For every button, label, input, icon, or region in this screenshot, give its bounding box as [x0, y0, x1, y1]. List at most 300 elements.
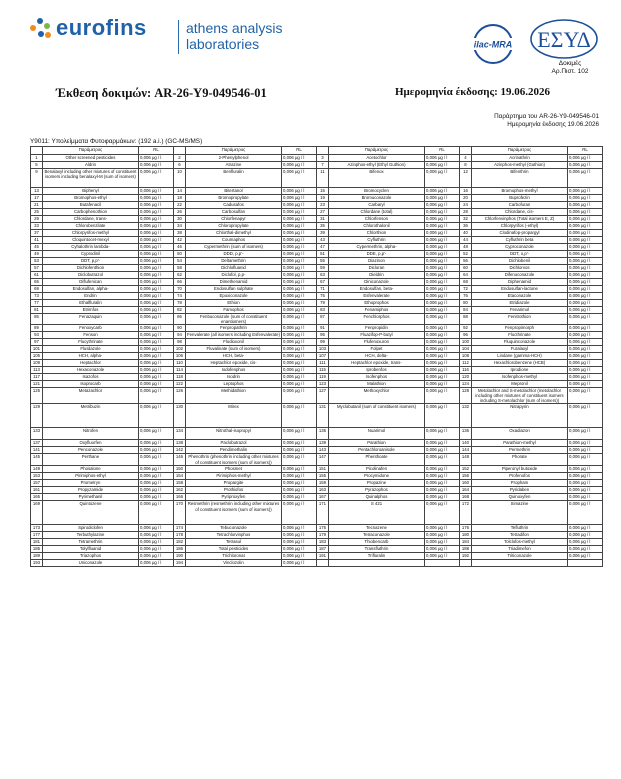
param-number: 168	[460, 494, 472, 501]
param-name: Trichloronat	[186, 553, 282, 560]
param-name: Folpet	[329, 346, 425, 353]
param-rl: 0,006 μg / l	[425, 279, 460, 286]
param-rl: 0,006 μg / l	[425, 339, 460, 346]
param-name: Chlorfenvinphos (Total isomers E, Z)	[472, 216, 568, 223]
param-number: 144	[460, 447, 472, 454]
param-name: DDT, p,p'-	[43, 258, 139, 265]
param-name: Benfluralin	[186, 169, 282, 188]
param-name: Bifenthrin	[472, 169, 568, 188]
param-rl: 0,006 μg / l	[425, 244, 460, 251]
param-number: 172	[460, 501, 472, 525]
table-row	[31, 525, 603, 532]
param-name: Fludioxonil	[186, 339, 282, 346]
param-number: 29	[31, 216, 43, 223]
param-rl: 0,006 μg / l	[425, 230, 460, 237]
param-rl: 0,006 μg / l	[568, 487, 603, 494]
param-rl: 0,006 μg / l	[139, 346, 174, 353]
param-name: Procymidone	[329, 473, 425, 480]
param-number: 116	[460, 367, 472, 374]
param-rl: 0,006 μg / l	[282, 487, 317, 494]
param-name: Fluvalinate (sum of isomers)	[186, 346, 282, 353]
param-number: 27	[317, 209, 329, 216]
header-cell	[31, 147, 43, 155]
table-row	[31, 532, 603, 539]
param-number: 122	[174, 381, 186, 388]
param-rl: 0,006 μg / l	[425, 162, 460, 169]
param-number: 130	[174, 404, 186, 428]
param-number: 6	[174, 162, 186, 169]
param-number: 17	[31, 195, 43, 202]
param-number: 38	[174, 230, 186, 237]
param-rl: 0,006 μg / l	[139, 525, 174, 532]
param-name: Fenarimol	[472, 307, 568, 314]
param-name: Fenoxycarb	[43, 325, 139, 332]
param-number: 71	[317, 286, 329, 293]
header-cell: RL	[282, 147, 317, 155]
param-number: 193	[31, 560, 43, 567]
param-name: Tolylfluanid	[43, 546, 139, 553]
param-name: Fenbuconazole (sum of constituent enantiomers)	[186, 314, 282, 325]
param-number: 9	[31, 169, 43, 188]
param-rl: 0,006 μg / l	[425, 539, 460, 546]
param-rl: 0,006 μg / l	[425, 216, 460, 223]
param-name: Heptachlor	[43, 360, 139, 367]
param-name: Butafenacil	[43, 202, 139, 209]
table-row	[31, 265, 603, 272]
param-rl: 0,006 μg / l	[425, 265, 460, 272]
param-rl: 0,006 μg / l	[568, 258, 603, 265]
param-rl: 0,006 μg / l	[282, 532, 317, 539]
param-name: Phosmet	[186, 466, 282, 473]
param-number: 12	[460, 169, 472, 188]
param-name: Cloquintocet-mexyl	[43, 237, 139, 244]
param-rl: 0,006 μg / l	[568, 251, 603, 258]
param-rl: 0,006 μg / l	[568, 553, 603, 560]
param-name: Etridiazole	[472, 300, 568, 307]
param-number: 87	[317, 314, 329, 325]
param-name: Chlorthion	[329, 230, 425, 237]
table-row	[31, 560, 603, 567]
param-rl: 0,006 μg / l	[568, 532, 603, 539]
param-number: 177	[31, 532, 43, 539]
param-number: 180	[460, 532, 472, 539]
param-name: Etrimfos	[43, 307, 139, 314]
param-rl: 0,006 μg / l	[568, 286, 603, 293]
table-row	[31, 237, 603, 244]
param-number: 159	[317, 480, 329, 487]
param-rl: 0,006 μg / l	[568, 454, 603, 466]
param-rl: 0,006 μg / l	[282, 251, 317, 258]
param-name: Bromophos-methyl	[472, 188, 568, 195]
param-name: Diflufenican	[43, 279, 139, 286]
param-name: Tetramethrin	[43, 539, 139, 546]
param-rl: 0,006 μg / l	[139, 339, 174, 346]
param-name: Triticonazole	[472, 553, 568, 560]
param-name: Flusilazole	[43, 346, 139, 353]
param-rl: 0,006 μg / l	[568, 346, 603, 353]
param-name: Fenpropidin	[329, 325, 425, 332]
param-name: Quinalphos	[329, 494, 425, 501]
param-rl: 0,006 μg / l	[282, 195, 317, 202]
param-rl: 0,006 μg / l	[425, 209, 460, 216]
param-rl: 0,006 μg / l	[139, 237, 174, 244]
param-number: 97	[31, 339, 43, 346]
param-name: Isofenphos	[329, 374, 425, 381]
param-number: 154	[174, 473, 186, 480]
param-number: 115	[317, 367, 329, 374]
param-rl: 0,006 μg / l	[139, 244, 174, 251]
param-number: 15	[317, 188, 329, 195]
eurofins-logo	[30, 14, 147, 42]
param-number: 40	[460, 230, 472, 237]
param-name: Furalaxyl	[472, 346, 568, 353]
param-name: Penconazole	[43, 447, 139, 454]
param-name: Pyrimethanil	[43, 494, 139, 501]
param-number	[317, 560, 329, 567]
param-name: Cyfluthrin	[329, 237, 425, 244]
table-row	[31, 447, 603, 454]
header-cell	[317, 147, 329, 155]
param-number: 178	[174, 532, 186, 539]
param-rl: 0,006 μg / l	[568, 265, 603, 272]
param-number: 182	[174, 539, 186, 546]
param-number: 186	[174, 546, 186, 553]
param-number: 65	[31, 279, 43, 286]
param-number: 21	[31, 202, 43, 209]
param-rl: 0,006 μg / l	[425, 473, 460, 480]
param-number: 59	[317, 265, 329, 272]
param-rl: 0,006 μg / l	[568, 155, 603, 162]
param-rl: 0,006 μg / l	[282, 553, 317, 560]
param-number: 19	[317, 195, 329, 202]
param-number: 110	[174, 360, 186, 367]
param-number: 1	[31, 155, 43, 162]
param-number: 86	[174, 314, 186, 325]
lab-name	[186, 20, 283, 52]
param-name: Tetrasul	[186, 539, 282, 546]
param-number: 156	[460, 473, 472, 480]
table-row	[31, 223, 603, 230]
param-number: 16	[460, 188, 472, 195]
param-number: 175	[317, 525, 329, 532]
param-name: Diniconazole	[329, 279, 425, 286]
param-name: Propham	[472, 480, 568, 487]
param-rl: 0,006 μg / l	[282, 230, 317, 237]
param-name: Bromopropylate	[186, 195, 282, 202]
param-number: 104	[460, 346, 472, 353]
param-name: Permethrin	[472, 447, 568, 454]
param-number: 194	[174, 560, 186, 567]
param-name: Clodinafop-propargyl	[472, 230, 568, 237]
header-cell: Παράμετρος	[329, 147, 425, 155]
param-rl: 0,006 μg / l	[139, 532, 174, 539]
param-number: 31	[317, 216, 329, 223]
param-rl: 0,006 μg / l	[568, 237, 603, 244]
param-name: Other screened pesticides	[43, 155, 139, 162]
param-name: Parathion	[329, 440, 425, 447]
param-rl: 0,006 μg / l	[568, 325, 603, 332]
param-rl: 0,006 μg / l	[425, 440, 460, 447]
param-name: Diclobutrazol	[43, 272, 139, 279]
param-name: Picolinafen	[329, 466, 425, 473]
param-rl: 0,006 μg / l	[282, 539, 317, 546]
param-number: 190	[174, 553, 186, 560]
table-row	[31, 454, 603, 466]
param-rl: 0,006 μg / l	[282, 367, 317, 374]
param-number: 120	[460, 374, 472, 381]
param-name: Quinoxyfen	[472, 494, 568, 501]
param-name: Fenson	[43, 332, 139, 339]
param-name: Endosulfan-lactone	[472, 286, 568, 293]
param-rl: 0,006 μg / l	[139, 546, 174, 553]
param-number: 93	[31, 332, 43, 339]
param-name: Piperonyl butoxide	[472, 466, 568, 473]
param-rl: 0,006 μg / l	[282, 237, 317, 244]
param-number: 173	[31, 525, 43, 532]
param-rl: 0,006 μg / l	[282, 307, 317, 314]
param-name: Fenamiphos	[329, 307, 425, 314]
param-number: 70	[174, 286, 186, 293]
param-name: Isoprocarb	[43, 381, 139, 388]
param-number: 54	[174, 258, 186, 265]
param-name: Chlorfenson	[329, 216, 425, 223]
table-row	[31, 272, 603, 279]
param-number: 165	[31, 494, 43, 501]
param-rl: 0,006 μg / l	[425, 223, 460, 230]
param-number: 50	[174, 251, 186, 258]
header-cell: RL	[425, 147, 460, 155]
param-rl: 0,006 μg / l	[568, 466, 603, 473]
param-rl: 0,006 μg / l	[139, 332, 174, 339]
param-name: Etaconazole	[472, 293, 568, 300]
table-row	[31, 360, 603, 367]
param-rl: 0,006 μg / l	[139, 501, 174, 525]
table-row	[31, 466, 603, 473]
param-rl: 0,006 μg / l	[282, 279, 317, 286]
param-number: 8	[460, 162, 472, 169]
table-row	[31, 286, 603, 293]
param-rl: 0,006 μg / l	[282, 494, 317, 501]
param-name: Endosulfan, alpha-	[43, 286, 139, 293]
param-rl: 0,006 μg / l	[139, 258, 174, 265]
param-name: Chlorobenzilate	[43, 223, 139, 230]
annex-note	[400, 113, 599, 129]
param-rl: 0,006 μg / l	[568, 353, 603, 360]
param-number: 45	[31, 244, 43, 251]
param-rl: 0,006 μg / l	[568, 374, 603, 381]
param-number: 23	[317, 202, 329, 209]
param-rl: 0,006 μg / l	[425, 428, 460, 440]
param-number: 28	[460, 209, 472, 216]
param-number: 94	[174, 332, 186, 339]
param-name: Carbaryl	[329, 202, 425, 209]
param-name: Metazachlor	[43, 388, 139, 404]
param-number: 155	[317, 473, 329, 480]
param-name: Dichlofluanid	[186, 265, 282, 272]
param-rl: 0,006 μg / l	[568, 216, 603, 223]
param-name: Cyfluthrin beta	[472, 237, 568, 244]
param-rl: 0,006 μg / l	[425, 532, 460, 539]
param-rl: 0,006 μg / l	[425, 332, 460, 339]
param-number: 80	[460, 300, 472, 307]
param-name: DDE, p,p'-	[329, 251, 425, 258]
param-name: Dimethenamid	[186, 279, 282, 286]
param-name: Endrin	[43, 293, 139, 300]
param-number: 42	[174, 237, 186, 244]
table-row	[31, 307, 603, 314]
param-number: 73	[31, 293, 43, 300]
param-rl: 0,006 μg / l	[568, 546, 603, 553]
table-row	[31, 293, 603, 300]
param-rl: 0,006 μg / l	[425, 314, 460, 325]
table-header-row	[31, 147, 603, 155]
param-name: Heptachlor epoxide, cis-	[186, 360, 282, 367]
param-name: Epoxiconazole	[186, 293, 282, 300]
param-rl: 0,006 μg / l	[282, 339, 317, 346]
param-rl: 0,006 μg / l	[425, 367, 460, 374]
param-name: Ethalfluralin	[43, 300, 139, 307]
param-rl: 0,006 μg / l	[139, 293, 174, 300]
param-number: 77	[31, 300, 43, 307]
table-row	[31, 546, 603, 553]
param-name: Profenofos	[472, 473, 568, 480]
param-name: Tolclofos-methyl	[472, 539, 568, 546]
param-rl: 0,006 μg / l	[282, 404, 317, 428]
param-number: 131	[317, 404, 329, 428]
param-name: Dichlorvos	[472, 265, 568, 272]
param-rl: 0,006 μg / l	[282, 353, 317, 360]
param-number: 187	[317, 546, 329, 553]
table-row	[31, 480, 603, 487]
param-number: 14	[174, 188, 186, 195]
table-row	[31, 202, 603, 209]
param-number: 108	[460, 353, 472, 360]
param-name: HCH, alpha-	[43, 353, 139, 360]
param-rl: 0,006 μg / l	[425, 272, 460, 279]
param-rl: 0,006 μg / l	[568, 169, 603, 188]
param-name: Buprofezin	[472, 195, 568, 202]
param-number: 64	[460, 272, 472, 279]
param-number: 61	[31, 272, 43, 279]
param-name: Chlorpyrifos (-ethyl)	[472, 223, 568, 230]
param-name: Cyhalothrin lambda-	[43, 244, 139, 251]
param-name: Propyzamide	[43, 487, 139, 494]
param-rl: 0,006 μg / l	[568, 332, 603, 339]
param-name: Malathion	[329, 381, 425, 388]
param-number: 161	[31, 487, 43, 494]
param-name: Prometryn	[43, 480, 139, 487]
param-rl: 0,006 μg / l	[282, 360, 317, 367]
param-number: 117	[31, 374, 43, 381]
param-number: 100	[460, 339, 472, 346]
header-cell: Παράμετρος	[472, 147, 568, 155]
param-number: 30	[174, 216, 186, 223]
param-name: Hexaconazole	[43, 367, 139, 374]
param-name: Fenitrothion	[472, 314, 568, 325]
param-name: Simazine	[472, 501, 568, 525]
param-number: 24	[460, 202, 472, 209]
param-rl: 0,006 μg / l	[282, 454, 317, 466]
param-rl: 0,006 μg / l	[425, 325, 460, 332]
param-rl: 0,006 μg / l	[425, 300, 460, 307]
pesticide-table	[30, 146, 603, 567]
param-name: Vinclozolin	[186, 560, 282, 567]
param-rl: 0,006 μg / l	[282, 162, 317, 169]
table-row	[31, 494, 603, 501]
param-name: Bromocyclen	[329, 188, 425, 195]
param-number: 18	[174, 195, 186, 202]
ilac-mra-logo	[465, 22, 521, 66]
param-rl: 0,006 μg / l	[282, 346, 317, 353]
param-rl	[425, 560, 460, 567]
param-rl: 0,006 μg / l	[568, 339, 603, 346]
param-number: 192	[460, 553, 472, 560]
param-rl: 0,006 μg / l	[282, 325, 317, 332]
esyd-text: ΕΣΥΔ	[537, 27, 591, 52]
esyd-caption-line1: Δοκιμές	[558, 60, 582, 67]
param-rl: 0,006 μg / l	[425, 155, 460, 162]
param-number: 33	[31, 223, 43, 230]
eurofins-dots-icon	[30, 17, 52, 39]
param-name: Aldrin	[43, 162, 139, 169]
param-rl: 0,006 μg / l	[425, 388, 460, 404]
param-number: 39	[317, 230, 329, 237]
param-number: 63	[317, 272, 329, 279]
param-name: Tetradifon	[472, 532, 568, 539]
param-rl: 0,006 μg / l	[282, 332, 317, 339]
param-number: 72	[460, 286, 472, 293]
param-number: 141	[31, 447, 43, 454]
param-name: Pirimiphos-methyl	[186, 473, 282, 480]
param-name: Chlorpyrifos-methyl	[43, 230, 139, 237]
param-name: Fenvalerate (all isomers including Esfenvalerate)	[187, 332, 280, 338]
header-cell: RL	[568, 147, 603, 155]
param-number: 41	[31, 237, 43, 244]
param-number: 26	[174, 209, 186, 216]
param-rl: 0,006 μg / l	[139, 169, 174, 188]
param-name: Chlordane (total)	[329, 209, 425, 216]
param-rl: 0,006 μg / l	[425, 346, 460, 353]
table-row	[31, 230, 603, 237]
issue-date: Ημερομηνία έκδοσης: 19.06.2026	[395, 86, 551, 98]
table-row	[31, 404, 603, 428]
param-number: 170	[174, 501, 186, 525]
param-number: 191	[317, 553, 329, 560]
param-rl: 0,006 μg / l	[282, 265, 317, 272]
param-name: S 421	[329, 501, 425, 525]
param-name: Flucthrinate	[472, 332, 568, 339]
param-number: 103	[317, 346, 329, 353]
param-rl: 0,006 μg / l	[282, 440, 317, 447]
param-name: Tetrachlorvinphos	[186, 532, 282, 539]
param-number: 52	[460, 251, 472, 258]
param-number: 44	[460, 237, 472, 244]
param-rl: 0,006 μg / l	[282, 381, 317, 388]
param-number: 164	[460, 487, 472, 494]
param-rl: 0,006 μg / l	[282, 272, 317, 279]
param-number: 132	[460, 404, 472, 428]
param-name: Diazinon	[329, 258, 425, 265]
param-rl: 0,006 μg / l	[568, 230, 603, 237]
param-name: 2-Phenylphenol	[186, 155, 282, 162]
ilac-mra-text: ilac-MRA	[473, 39, 513, 50]
param-rl: 0,006 μg / l	[568, 279, 603, 286]
param-rl: 0,006 μg / l	[568, 494, 603, 501]
param-name: Famophos	[186, 307, 282, 314]
param-name: Parathion-methyl	[472, 440, 568, 447]
param-number: 129	[31, 404, 43, 428]
param-name: Carbosulfan	[186, 209, 282, 216]
